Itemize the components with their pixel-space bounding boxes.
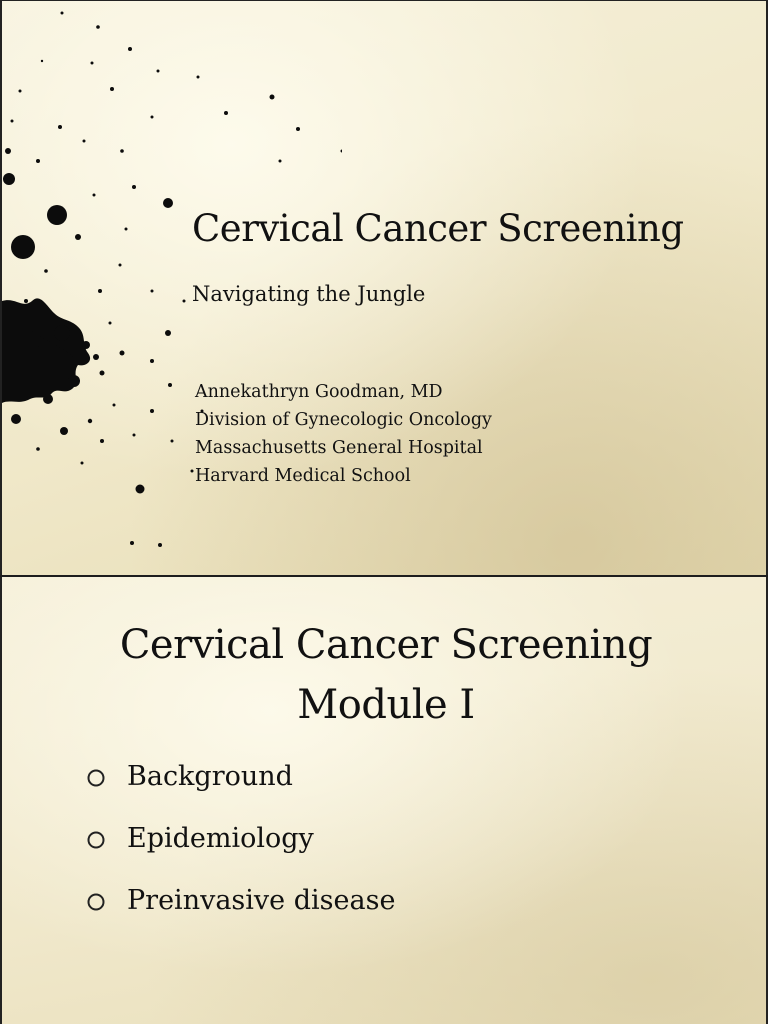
- slide-subtitle: Navigating the Jungle: [192, 282, 426, 306]
- list-item: [86, 757, 395, 819]
- hollow-circle-bullet-icon: [86, 830, 106, 850]
- slide-title: Cervical Cancer Screening: [192, 207, 684, 250]
- title-line-1: Cervical Cancer Screening: [119, 622, 653, 668]
- bullet-text: Background: [127, 761, 293, 792]
- title-line-2: Module I: [297, 682, 475, 728]
- list-item: [86, 881, 395, 943]
- author-hospital: Massachusetts General Hospital: [195, 438, 483, 458]
- author-name: Annekathryn Goodman, MD: [195, 382, 443, 402]
- bullet-text: Preinvasive disease: [127, 885, 396, 916]
- hollow-circle-bullet-icon: [86, 768, 106, 788]
- slide-title: [2, 615, 768, 735]
- bullet-list: [86, 757, 395, 943]
- author-school: Harvard Medical School: [195, 466, 411, 486]
- list-item: [86, 819, 395, 881]
- author-division: Division of Gynecologic Oncology: [195, 410, 492, 430]
- bullet-text: Epidemiology: [127, 823, 314, 854]
- author-info: [195, 378, 492, 490]
- hollow-circle-bullet-icon: [86, 892, 106, 912]
- module-slide: [0, 577, 768, 1024]
